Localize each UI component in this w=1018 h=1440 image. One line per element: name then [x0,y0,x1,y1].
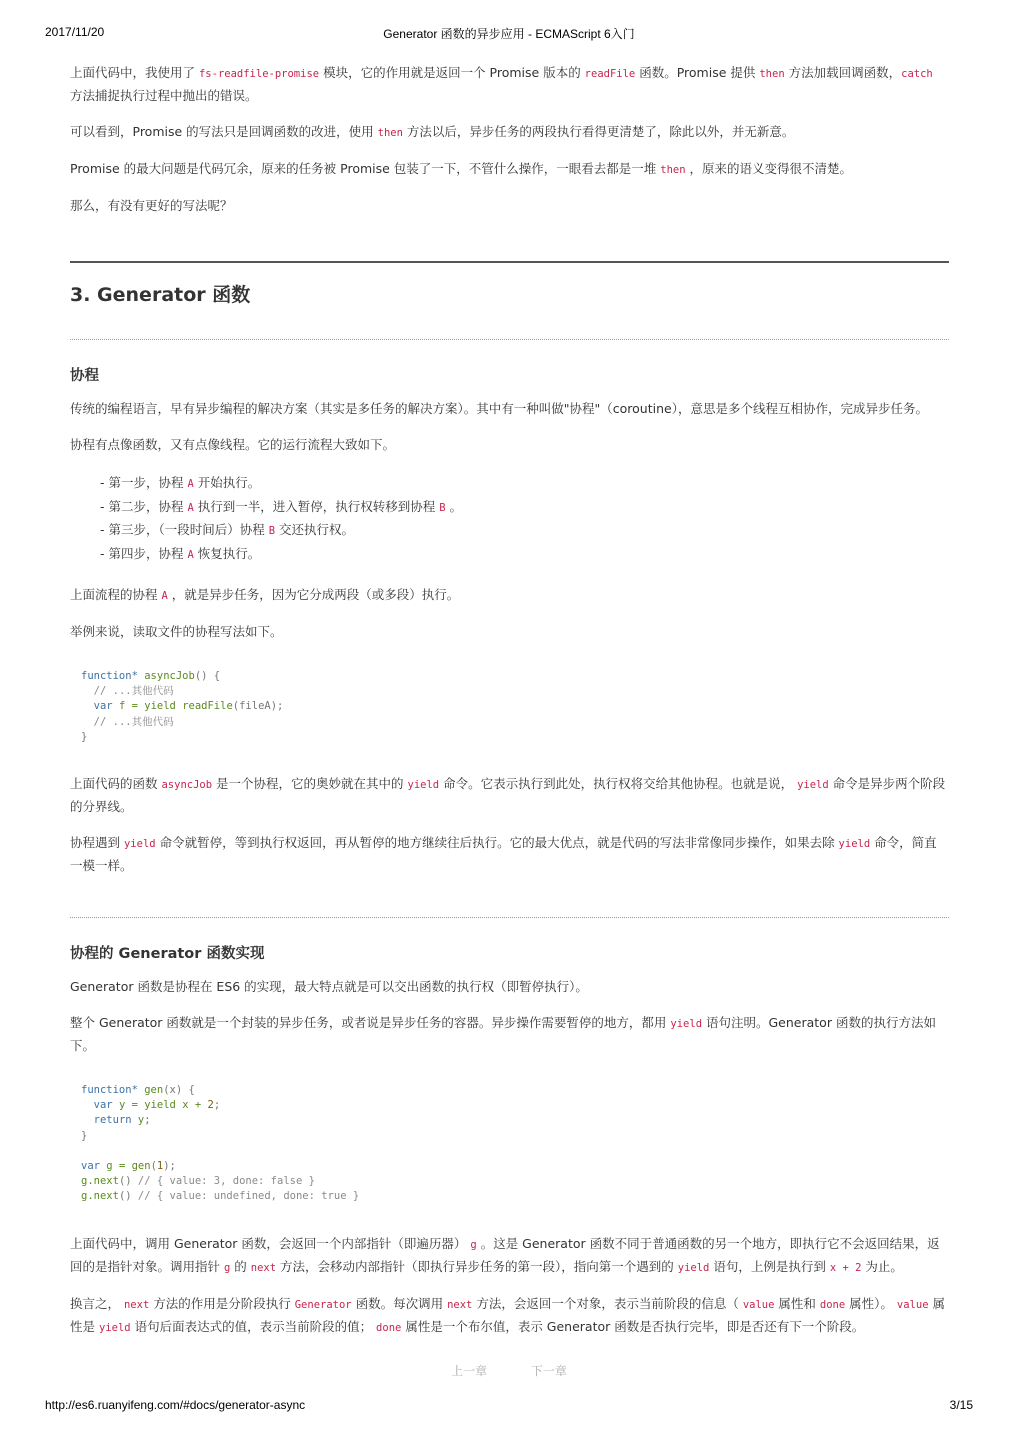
article-content [70,62,949,1353]
coroutine-paragraph-4: 举例来说，读取文件的协程写法如下。 [70,624,283,639]
subsection-title-generator-impl: 协程的 Generator 函数实现 [70,946,265,963]
code-block-gen: function* gen(x) { var y = yield x + 2; return y; } var g = gen(1); g.next() // { value: 3, done: false } g.next() // { value: undefined, done: true } [81,1084,360,1203]
coroutine-paragraph-5: 上面代码的函数 asyncJob 是一个协程，它的奥妙就在其中的 yield 命令。它表示执行到此处，执行权将交给其他协程。也就是说， yield 命令是异步两个阶段的分界线。 [70,776,946,815]
section-title: 3. Generator 函数 [70,284,251,306]
coroutine-paragraph-1: 传统的编程语言，早有异步编程的解决方案（其实是多任务的解决方案）。其中有一种叫做"协程"（coroutine），意思是多个线程互相协作，完成异步任务。 [70,401,928,416]
list-item: - 第二步，协程 A 执行到一半，进入暂停，执行权转移到协程 B 。 [100,498,463,514]
print-footer [0,1398,1018,1414]
coroutine-paragraph-2: 协程有点像函数，又有点像线程。它的运行流程大致如下。 [70,437,396,452]
subsection-divider [70,917,949,918]
list-item: - 第四步，协程 A 恢复执行。 [100,545,261,561]
list-item: - 第一步，协程 A 开始执行。 [100,475,261,490]
print-date: 2017/11/20 [45,25,105,39]
print-title: Generator 函数的异步应用 - ECMAScript 6入门 [383,27,635,41]
intro-paragraph-4: 那么，有没有更好的写法呢？ [70,198,233,213]
subsection-title-coroutine: 协程 [70,368,99,384]
intro-paragraph-3: Promise 的最大问题是代码冗余，原来的任务被 Promise 包装了一下，不管什么操作，一眼看去都是一堆 then ，原来的语义变得很不清楚。 [70,161,853,176]
inline-code: fs-readfile-promise [198,68,320,80]
print-page-number: 3/15 [949,1398,973,1412]
section-divider [70,261,949,263]
inline-code: catch [901,68,933,80]
coroutine-steps-list [70,472,949,566]
prev-chapter-link[interactable]: 上一章 [451,1364,488,1378]
next-chapter-link[interactable]: 下一章 [530,1364,567,1378]
inline-code: then [660,164,686,176]
list-item: - 第三步，（一段时间后）协程 B 交还执行权。 [100,522,355,537]
inline-code: then [759,68,785,80]
print-url: http://es6.ruanyifeng.com/#docs/generator-async [45,1398,306,1412]
inline-code: readFile [584,68,636,80]
intro-paragraph-1: 上面代码中，我使用了 fs-readfile-promise 模块，它的作用就是返回一个 Promise 版本的 readFile 函数。Promise 提供 then 方法加载回调函数，catch 方法捕捉执行过程中抛出的错误。 [70,65,933,103]
generator-paragraph-1: Generator 函数是协程在 ES6 的实现，最大特点就是可以交出函数的执行权（即暂停执行）。 [70,979,588,995]
code-block-asyncjob: function* asyncJob() { // ...其他代码 var f = yield readFile(fileA); // ...其他代码 } [81,670,284,743]
inline-code: then [377,127,403,139]
generator-paragraph-2: 整个 Generator 函数就是一个封装的异步任务，或者说是异步任务的容器。异步操作需要暂停的地方，都用 yield 语句注明。Generator 函数的执行方法如下。 [70,1015,936,1054]
intro-paragraph-2: 可以看到，Promise 的写法只是回调函数的改进，使用 then 方法以后，异步任务的两段执行看得更清楚了，除此以外，并无新意。 [70,124,795,139]
subsection-divider [70,339,949,340]
coroutine-paragraph-6: 协程遇到 yield 命令就暂停，等到执行权返回，再从暂停的地方继续往后执行。它的最大优点，就是代码的写法非常像同步操作，如果去除 yield 命令，简直一模一样。 [70,835,937,874]
generator-paragraph-4: 换言之， next 方法的作用是分阶段执行 Generator 函数。每次调用 next 方法，会返回一个对象，表示当前阶段的信息（ value 属性和 done 属性）。 value 属性是 yield 语句后面表达式的值，表示当前阶段的值； done 属性是一个布尔值，表示 Generator 函数是否执行完毕，即是否还有下一个阶段。 [70,1295,945,1334]
generator-paragraph-3: 上面代码中，调用 Generator 函数，会返回一个内部指针（即遍历器） g 。这是 Generator 函数不同于普通函数的另一个地方，即执行它不会返回结果，返回的是指针对象。调用指针 g 的 next 方法，会移动内部指针（即执行异步任务的第一段），指向第一个遇到的 yield 语句，上例是执行到 x + 2 为止。 [70,1235,940,1274]
coroutine-paragraph-3: 上面流程的协程 A ，就是异步任务，因为它分成两段（或多段）执行。 [70,587,460,602]
chapter-nav [0,1362,1018,1379]
print-header [0,25,1018,41]
